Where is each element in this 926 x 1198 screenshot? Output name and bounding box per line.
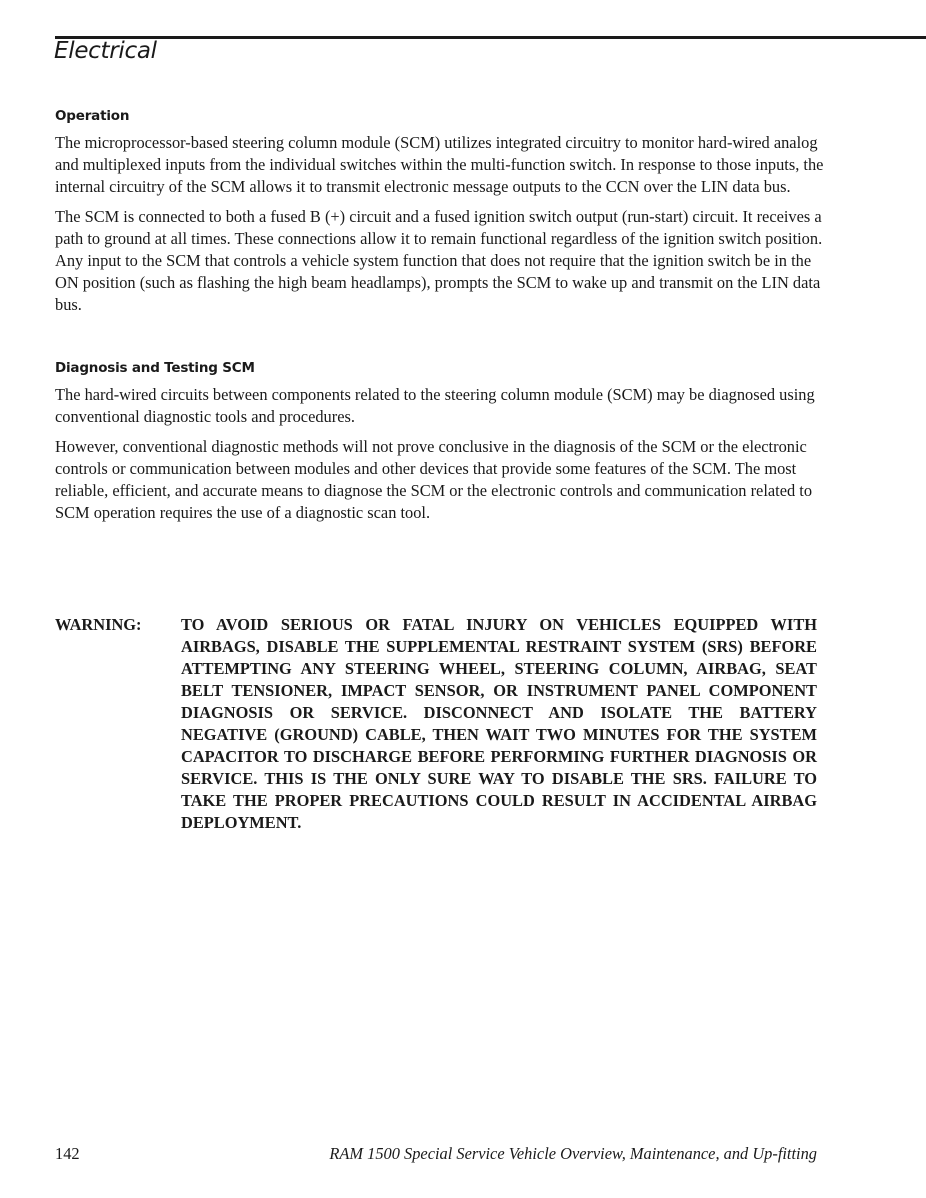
document-title: RAM 1500 Special Service Vehicle Overview, Maintenance, and Up-fitting	[329, 1144, 817, 1163]
operation-paragraph-2: The SCM is connected to both a fused B (+) circuit and a fused ignition switch output (run-start) circuit. It receives a path to ground at all times. These connections allow it to remain functional regardless of the ignition switch position. Any input to the SCM that controls a vehicle system function that does not require that the ignition switch be in the ON position (such as flashing the high beam headlamps), prompts the SCM to wake up and transmit on the LIN data bus.	[55, 207, 823, 314]
operation-heading: Operation	[55, 108, 130, 124]
diagnosis-heading: Diagnosis and Testing SCM	[55, 360, 255, 376]
page-body	[55, 108, 825, 532]
warning-label: WARNING:	[55, 615, 142, 634]
diagnosis-paragraph-2: However, conventional diagnostic methods will not prove conclusive in the diagnosis of the SCM or the electronic controls or communication between modules and other devices that provide some features of the SCM. The most reliable, efficient, and accurate means to diagnose the SCM or the electronic controls and communication related to SCM operation requires the use of a diagnostic scan tool.	[55, 437, 813, 522]
page-number: 142	[55, 1144, 80, 1163]
operation-paragraph-1: The microprocessor-based steering column module (SCM) utilizes integrated circuitry to monitor hard-wired analog and multiplexed inputs from the individual switches within the multi-function switch. In response to those inputs, the internal circuitry of the SCM allows it to transmit electronic message outputs to the CCN over the LIN data bus.	[55, 133, 824, 196]
header-rule	[55, 36, 926, 39]
diagnosis-paragraph-1: The hard-wired circuits between components related to the steering column module (SCM) may be diagnosed using conventional diagnostic tools and procedures.	[55, 385, 815, 426]
section-title: Electrical	[54, 38, 157, 64]
page-footer	[55, 1144, 817, 1164]
warning-text: TO AVOID SERIOUS OR FATAL INJURY ON VEHICLES EQUIPPED WITH AIRBAGS, DISABLE THE SUPPLEMENTAL RESTRAINT SYSTEM (SRS) BEFORE ATTEMPTING ANY STEERING WHEEL, STEERING COLUMN, AIRBAG, SEAT BELT TENSIONER, IMPACT SENSOR, OR INSTRUMENT PANEL COMPONENT DIAGNOSIS OR SERVICE. DISCONNECT AND ISOLATE THE BATTERY NEGATIVE (GROUND) CABLE, THEN WAIT TWO MINUTES FOR THE SYSTEM CAPACITOR TO DISCHARGE BEFORE PERFORMING FURTHER DIAGNOSIS OR SERVICE. THIS IS THE ONLY SURE WAY TO DISABLE THE SRS. FAILURE TO TAKE THE PROPER PRECAUTIONS COULD RESULT IN ACCIDENTAL AIRBAG DEPLOYMENT.	[181, 615, 817, 832]
warning-block	[55, 614, 817, 834]
